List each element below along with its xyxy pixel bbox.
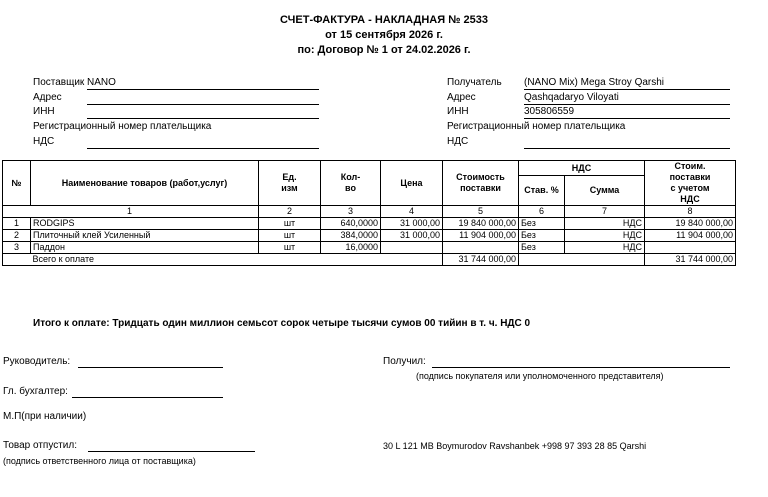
items-table (2, 160, 736, 266)
buyer-label: Получатель (447, 77, 502, 88)
header-num: № (3, 161, 31, 206)
buyer-vat-label: НДС (447, 136, 469, 147)
table-row: 2 Плиточный клей Усиленный шт 384,0000 31 000,00 11 904 000,00 Без НДС 11 904 000,00 (3, 230, 736, 242)
supplier-label: Поставщик (33, 77, 85, 88)
column-numbers-row: 1 2 3 4 5 6 7 8 (3, 206, 736, 218)
header-unit: Ед. изм (259, 161, 321, 206)
total-label: Всего к оплате (31, 254, 443, 266)
released-note: (подпись ответственного лица от поставщика) (3, 456, 196, 466)
header-qty: Кол- во (321, 161, 381, 206)
buyer-inn-label: ИНН (447, 106, 469, 117)
total-row (3, 254, 736, 266)
supplier-address-label: Адрес (33, 92, 62, 103)
stamp-label: М.П(при наличии) (3, 411, 87, 422)
released-label: Товар отпустил: (3, 440, 77, 451)
contact-line: 30 L 121 MB Boymurodov Ravshanbek +998 97 393 28 85 Qarshi (383, 441, 647, 451)
accountant-label: Гл. бухгалтер: (3, 386, 68, 397)
buyer-inn: 305806559 (524, 106, 575, 117)
header-name: Наименование товаров (работ,услуг) (31, 161, 259, 206)
total-cost: 31 744 000,00 (443, 254, 519, 266)
total-sum: 31 744 000,00 (645, 254, 736, 266)
invoice-contract: по: Договор № 1 от 24.02.2026 г. (297, 44, 471, 56)
header-vat-rate: Став. % (519, 176, 565, 206)
director-label: Руководитель: (3, 356, 71, 367)
buyer-address: Qashqadaryo Viloyati (524, 92, 619, 103)
buyer-reg-label: Регистрационный номер плательщика (447, 121, 626, 132)
invoice-title: СЧЕТ-ФАКТУРА - НАКЛАДНАЯ № 2533 (280, 14, 488, 26)
supplier-vat-label: НДС (33, 136, 55, 147)
summary-text: Итого к оплате: Тридцать один миллион семьсот сорок четыре тысячи сумов 00 тийин в т. ч. НДС 0 (33, 318, 531, 329)
header-price: Цена (381, 161, 443, 206)
buyer-address-label: Адрес (447, 92, 476, 103)
received-note: (подпись покупателя или уполномоченного представителя) (416, 371, 664, 381)
table-row: 1 RODGIPS шт 640,0000 31 000,00 19 840 000,00 Без НДС 19 840 000,00 (3, 218, 736, 230)
table-row: 3 Паддон шт 16,0000 Без НДС (3, 242, 736, 254)
header-vat-sum: Сумма (565, 176, 645, 206)
header-total: Стоим. поставки с учетом НДС (645, 161, 736, 206)
supplier-reg-label: Регистрационный номер плательщика (33, 121, 212, 132)
supplier-inn-label: ИНН (33, 106, 55, 117)
invoice-date: от 15 сентября 2026 г. (325, 29, 443, 41)
supplier-name: NANO (87, 77, 116, 88)
header-vat: НДС (519, 161, 645, 176)
header-cost: Стоимость поставки (443, 161, 519, 206)
buyer-name: (NANO Mix) Mega Stroy Qarshi (524, 77, 665, 88)
received-label: Получил: (383, 356, 426, 367)
